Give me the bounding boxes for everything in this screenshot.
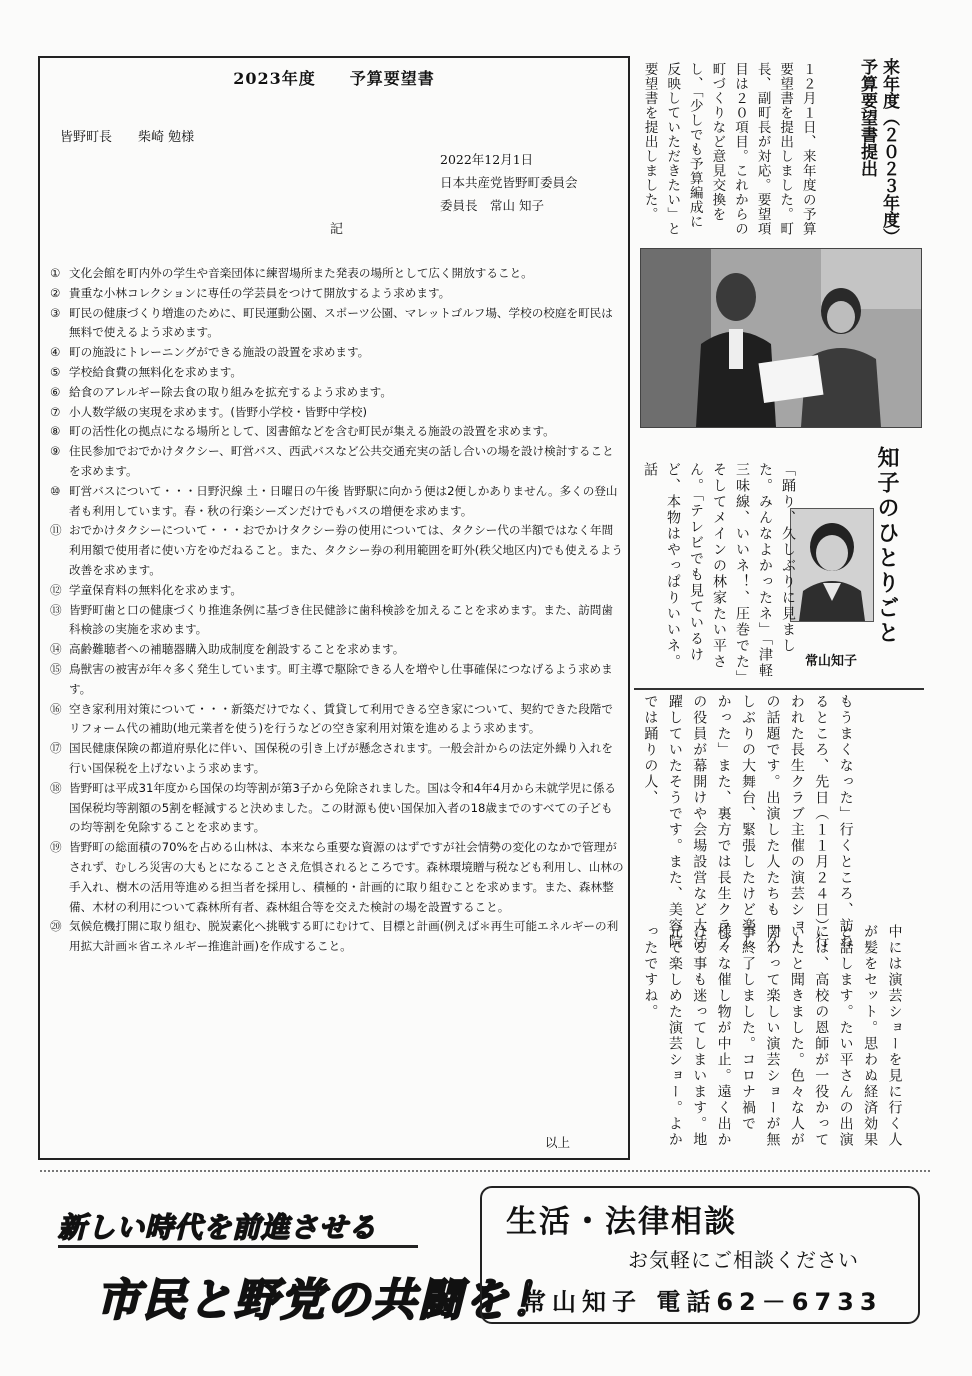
request-item-text: 住民参加でおでかけタクシー、町営バス、西武バスなど公共交通充実の話し合いの場を設け検討することを求めます。 (69, 444, 614, 478)
request-item-number: ⑲ (50, 840, 62, 855)
request-item (50, 581, 624, 601)
addressee: 皆野町長 柴崎 勉様 (60, 130, 195, 145)
request-item-text: 気候危機打開に取り組む、脱炭素化へ挑戦する町にむけて、目標と計画(例えば＊再生可能エネルギーの利用拡大計画＊省エネルギー推進計画)を作成すること。 (69, 919, 619, 954)
request-item (50, 304, 624, 344)
budget-request-title: 2023年度 予算要望書 (233, 69, 435, 88)
column-title: 知子のひとりごと (874, 446, 900, 646)
request-item-number: ⑭ (50, 642, 62, 657)
request-item-number: ⑫ (50, 582, 62, 597)
slogan-underline (58, 1245, 418, 1248)
request-item (50, 521, 624, 580)
portrait-caption: 常山知子 (804, 654, 857, 669)
request-item (50, 442, 624, 482)
ki-marker: 記 (330, 222, 344, 237)
consultation-contact: 常山知子 電話62－6733 (522, 1288, 883, 1316)
request-item (50, 422, 624, 442)
request-item (50, 363, 624, 383)
request-item-text: 皆野町の総面積の70%を占める山林は、本来なら重要な資源のはずですが社会情勢の変化のなかで管理がされず、むしろ災害の大もとになることさえ危惧されるところです。森林環境贈与税なども利用し、山林の手入れ、樹木の活用等進める担当者を採用し、積極的・計画的に取り組むことを求めます。また、森林整備、木材の利用について森林所有者、森林組合等を交えた検討の場を設置すること。 (69, 840, 624, 914)
request-item-number: ⑤ (50, 364, 61, 379)
request-item-number: ⑪ (50, 523, 62, 538)
consultation-title: 生活・法律相談 (506, 1204, 737, 1240)
request-item (50, 383, 624, 403)
request-item-number: ⑮ (50, 661, 62, 676)
request-item (50, 779, 624, 838)
request-item-text: 皆野町歯と口の健康づくり推進条例に基づき住民健診に歯科検診を加えることを求めます。また、訪問歯科検診の実施を求めます。 (69, 602, 613, 637)
request-item-number: ⑰ (50, 741, 62, 756)
request-item-number: ① (50, 266, 61, 280)
request-item (50, 917, 624, 957)
request-item-number: ④ (50, 345, 61, 360)
request-item-number: ⑨ (50, 444, 61, 459)
request-item-text: 貴重な小林コレクションに専任の学芸員をつけて開放するよう求めます。 (69, 285, 451, 300)
request-item-text: 町営バスについて・・・日野沢線 土・日曜日の午後 皆野駅に向かう便は2便しかありません。多くの登山者も利用しています。春・秋の行楽シーズンだけでもバスの増便を求めます。 (69, 483, 618, 518)
request-item-text: 高齢難聴者への補聴器購入助成制度を創設することを求めます。 (69, 642, 405, 657)
consultation-subtitle: お気軽にご相談ください (628, 1248, 859, 1272)
request-item (50, 264, 624, 284)
request-item (50, 660, 624, 700)
request-item-text: 町の施設にトレーニングができる施設の設置を求めます。 (69, 345, 370, 360)
request-item (50, 838, 624, 917)
request-item-number: ③ (50, 305, 61, 320)
handover-photo (640, 248, 922, 428)
dotted-separator (40, 1170, 930, 1178)
request-item-text: 小人数学級の実現を求めます。(皆野小学校・皆野中学校) (69, 404, 367, 419)
request-item-text: 国民健康保険の都道府県化に伴い、国保税の引き上げが懸念されます。一般会計からの法定外繰り入れを行い国保税を上げないよう求めます。 (69, 741, 613, 775)
closing-mark: 以上 (545, 1135, 571, 1150)
request-item-number: ⑱ (50, 780, 62, 795)
request-item-text: 学校給食費の無料化を求めます。 (69, 364, 242, 379)
request-item (50, 403, 624, 423)
request-item (50, 601, 624, 641)
column-divider (634, 688, 924, 690)
request-item (50, 640, 624, 660)
request-item-text: 空き家利用対策について・・・新築だけでなく、賃貸して利用できる空き家について、契約できた段階でリフォーム代の補助(地元業者を使う)を行うなどの空き家利用対策を進めるよう求めます。 (69, 701, 613, 736)
request-item (50, 343, 624, 363)
request-item-number: ② (50, 285, 61, 300)
column-body-part1: 「踊り、久しぶりに見ました。みんなよかったネ」「津軽三味線、いいネ！、圧巻でた」そしてメインの林家たい平さん。「テレビでも見ているけど、本物はやっぱりいいネ。話 (642, 462, 796, 679)
request-item-number: ⑯ (50, 701, 62, 716)
request-item (50, 284, 624, 304)
request-item-number: ⑳ (50, 919, 62, 934)
request-item-number: ⑬ (50, 602, 62, 617)
request-item-text: 町の活性化の拠点になる場所として、図書館などを含む町民が集える施設の設置を求めます。 (69, 424, 555, 439)
request-item-number: ⑩ (50, 483, 61, 498)
budget-article-body: １２月１日、来年度の予算要望書を提出しました。町長、副町長が対応。要望項目は２０項目。これからの町づくりなど意見交換をし、「少しでも予算編成に反映していただきたい」と要望書を提出しました。 (641, 62, 816, 236)
consultation-box (480, 1186, 920, 1324)
column-body-part2: もうまくなった」行くところ、訪ねるところ、先日（１１月２４日）行われた長生クラブ主催の演芸ショーの話題です。出演した人たちも「久しぶりの大舞台、緊張したけど楽しかった」また、裏方では長生クラブの役員が幕開けや会場設営など大活躍していたそうです。また、美容院では踊りの人、 (642, 694, 854, 950)
request-item-text: 鳥獣害の被害が年々多く発生しています。町主導で駆除できる人を増やし仕事確保につなげるよう求めます。 (69, 661, 613, 696)
request-item-number: ⑥ (50, 384, 61, 399)
budget-request-box (38, 56, 630, 1160)
request-item (50, 739, 624, 779)
request-item-number: ⑧ (50, 424, 61, 439)
request-item-text: 皆野町は平成31年度から国保の均等割が第3子から免除されました。国は令和4年4月から未就学児に係る国保税均等割額の5割を軽減すると決めました。この財源も使い国保加入者の18歳までのすべての子どもの均等割を免除することを求めます。 (69, 780, 617, 835)
request-item-text: おでかけタクシーについて・・・おでかけタクシー券の使用については、タクシー代の半額ではなく年間利用額で使用者に使い方をゆだねること。また、タクシー券の利用範囲を町外(秩父地区内)でも使えるよう改善を求めます。 (69, 523, 623, 577)
request-item-text: 町民の健康づくり増進のために、町民運動公園、スポーツ公園、マレットゴルフ場、学校の校庭を町民は無料で使えるよう求めます。 (69, 305, 613, 340)
request-item-number: ⑦ (50, 404, 61, 419)
request-item (50, 700, 624, 740)
sender-chair: 委員長 常山 知子 (440, 198, 544, 213)
request-date: 2022年12月1日 (440, 152, 534, 167)
slogan-line1: 新しい時代を前進させる (58, 1211, 378, 1244)
slogan-line2: 市民と野党の共闘を！ (96, 1275, 556, 1326)
request-item-text: 学童保育料の無料化を求めます。 (69, 582, 242, 597)
request-items-list (50, 264, 624, 957)
request-item-text: 文化会館を町内外の学生や音楽団体に練習場所また発表の場所として広く開放すること。 (69, 266, 533, 280)
author-portrait (790, 508, 874, 622)
budget-article-heading: 来年度（２０２３年度）予算要望書提出 (857, 58, 899, 237)
sender-organization: 日本共産党皆野町委員会 (440, 175, 578, 190)
request-item (50, 482, 624, 522)
column-body-part3: 中には演芸ショーを見に行く人が髪をセット。思わぬ経済効果と話します。たい平さんの出演には、高校の恩師が一役かっていたと聞きました。色々な人が関わって楽しい演芸ショーが無事終了しました。コロナ禍で様々な催し物が中止。遠く出かける事も迷ってしまいます。地元で楽しめた演芸ショー。よかったですね。 (642, 924, 903, 1148)
request-item-text: 給食のアレルギー除去食の取り組みを拡充するよう求めます。 (69, 384, 392, 399)
